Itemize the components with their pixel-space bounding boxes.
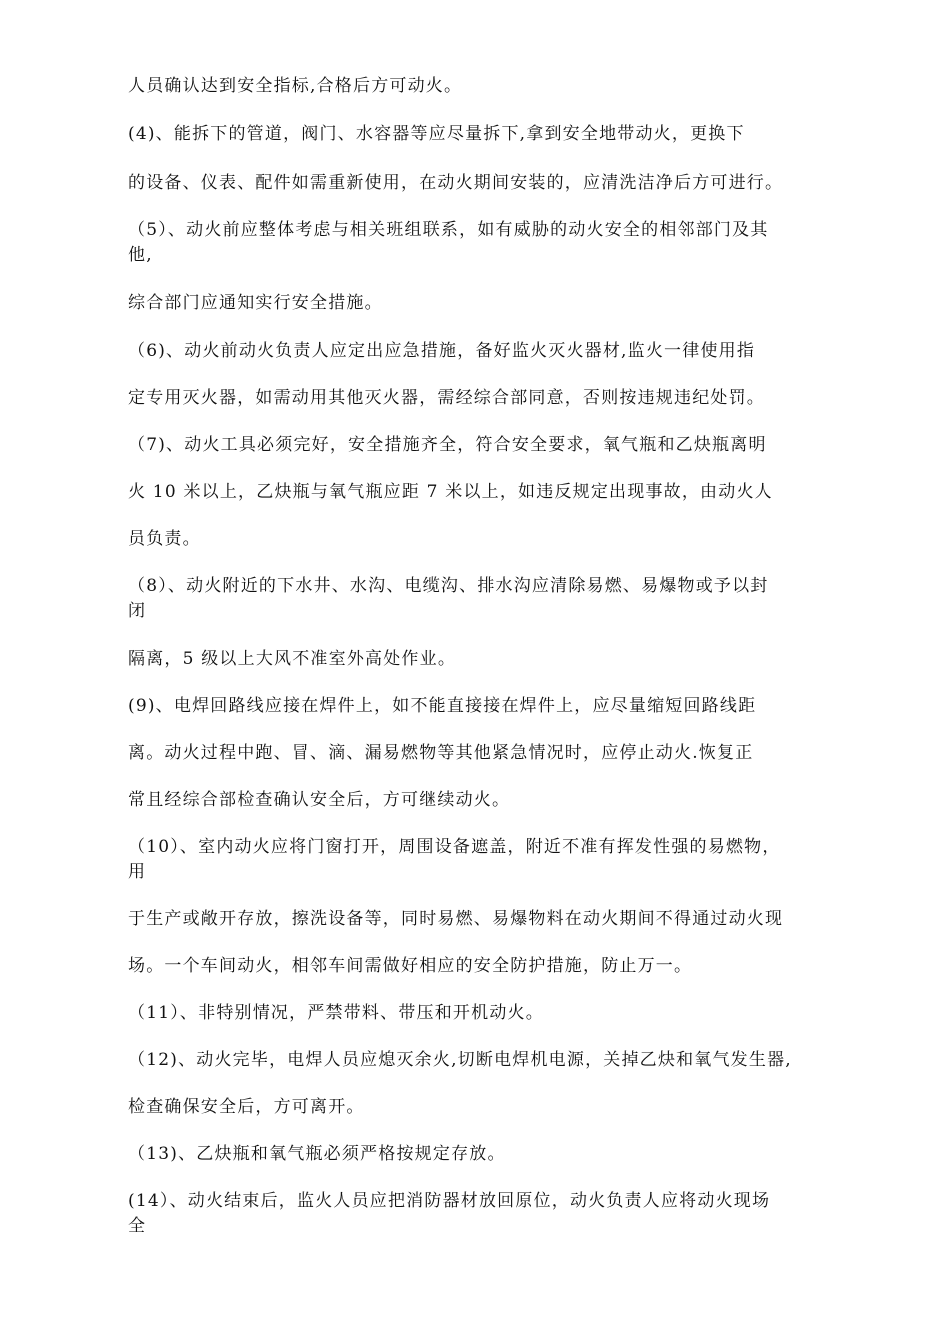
text-line: 场。一个车间动火，相邻车间需做好相应的安全防护措施，防止万一。 — [128, 956, 693, 976]
text-line: 离。动火过程中跑、冒、滴、漏易燃物等其他紧急情况时，应停止动火.恢复正 — [128, 743, 754, 763]
text-line: 定专用灭火器，如需动用其他灭火器，需经综合部同意，否则按违规违纪处罚。 — [128, 388, 765, 408]
text-line: 综合部门应通知实行安全措施。 — [128, 293, 383, 313]
text-line: 的设备、仪表、配件如需重新使用，在动火期间安装的，应清洗洁净后方可进行。 — [128, 173, 784, 193]
text-line: 火 10 米以上，乙炔瓶与氧气瓶应距 7 米以上，如违反规定出现事故，由动火人 — [128, 482, 773, 502]
text-line: （8）、动火附近的下水井、水沟、电缆沟、排水沟应清除易燃、易爆物或予以封 — [128, 576, 769, 596]
text-line: （11）、非特别情况，严禁带料、带压和开机动火。 — [128, 1003, 544, 1023]
text-line: 常且经综合部检查确认安全后，方可继续动火。 — [128, 790, 511, 810]
text-line: 隔离，5 级以上大风不准室外高处作业。 — [128, 649, 457, 669]
text-line: 用 — [128, 862, 147, 882]
text-line: (9)、电焊回路线应接在焊件上，如不能直接接在焊件上，应尽量缩短回路线距 — [128, 696, 757, 716]
text-line: 人员确认达到安全指标,合格后方可动火。 — [128, 76, 463, 96]
text-line: 他, — [128, 245, 153, 265]
text-line: 于生产或敞开存放，擦洗设备等，同时易燃、易爆物料在动火期间不得通过动火现 — [128, 909, 784, 929]
text-line: （5）、动火前应整体考虑与相关班组联系，如有威胁的动火安全的相邻部门及其 — [128, 220, 769, 240]
text-line: 闭 — [128, 601, 147, 621]
text-line: (4)、能拆下的管道，阀门、水容器等应尽量拆下,拿到安全地带动火，更换下 — [128, 124, 745, 144]
text-line: （13)、乙炔瓶和氧气瓶必须严格按规定存放。 — [128, 1144, 506, 1164]
text-line: 全 — [128, 1216, 147, 1236]
text-line: 检查确保安全后，方可离开。 — [128, 1097, 365, 1117]
text-line: （10）、室内动火应将门窗打开，周围设备遮盖，附近不准有挥发性强的易燃物， — [128, 837, 781, 857]
text-line: 员负责。 — [128, 529, 201, 549]
text-line: （6)、动火前动火负责人应定出应急措施，备好监火灭火器材,监火一律使用指 — [128, 341, 756, 361]
text-line: （7)、动火工具必须完好，安全措施齐全，符合安全要求，氧气瓶和乙炔瓶离明 — [128, 435, 767, 455]
text-line: （12)、动火完毕，电焊人员应熄灭余火,切断电焊机电源，关掉乙炔和氧气发生器, — [128, 1050, 792, 1070]
text-line: (14）、动火结束后，监火人员应把消防器材放回原位，动火负责人应将动火现场 — [128, 1191, 771, 1211]
